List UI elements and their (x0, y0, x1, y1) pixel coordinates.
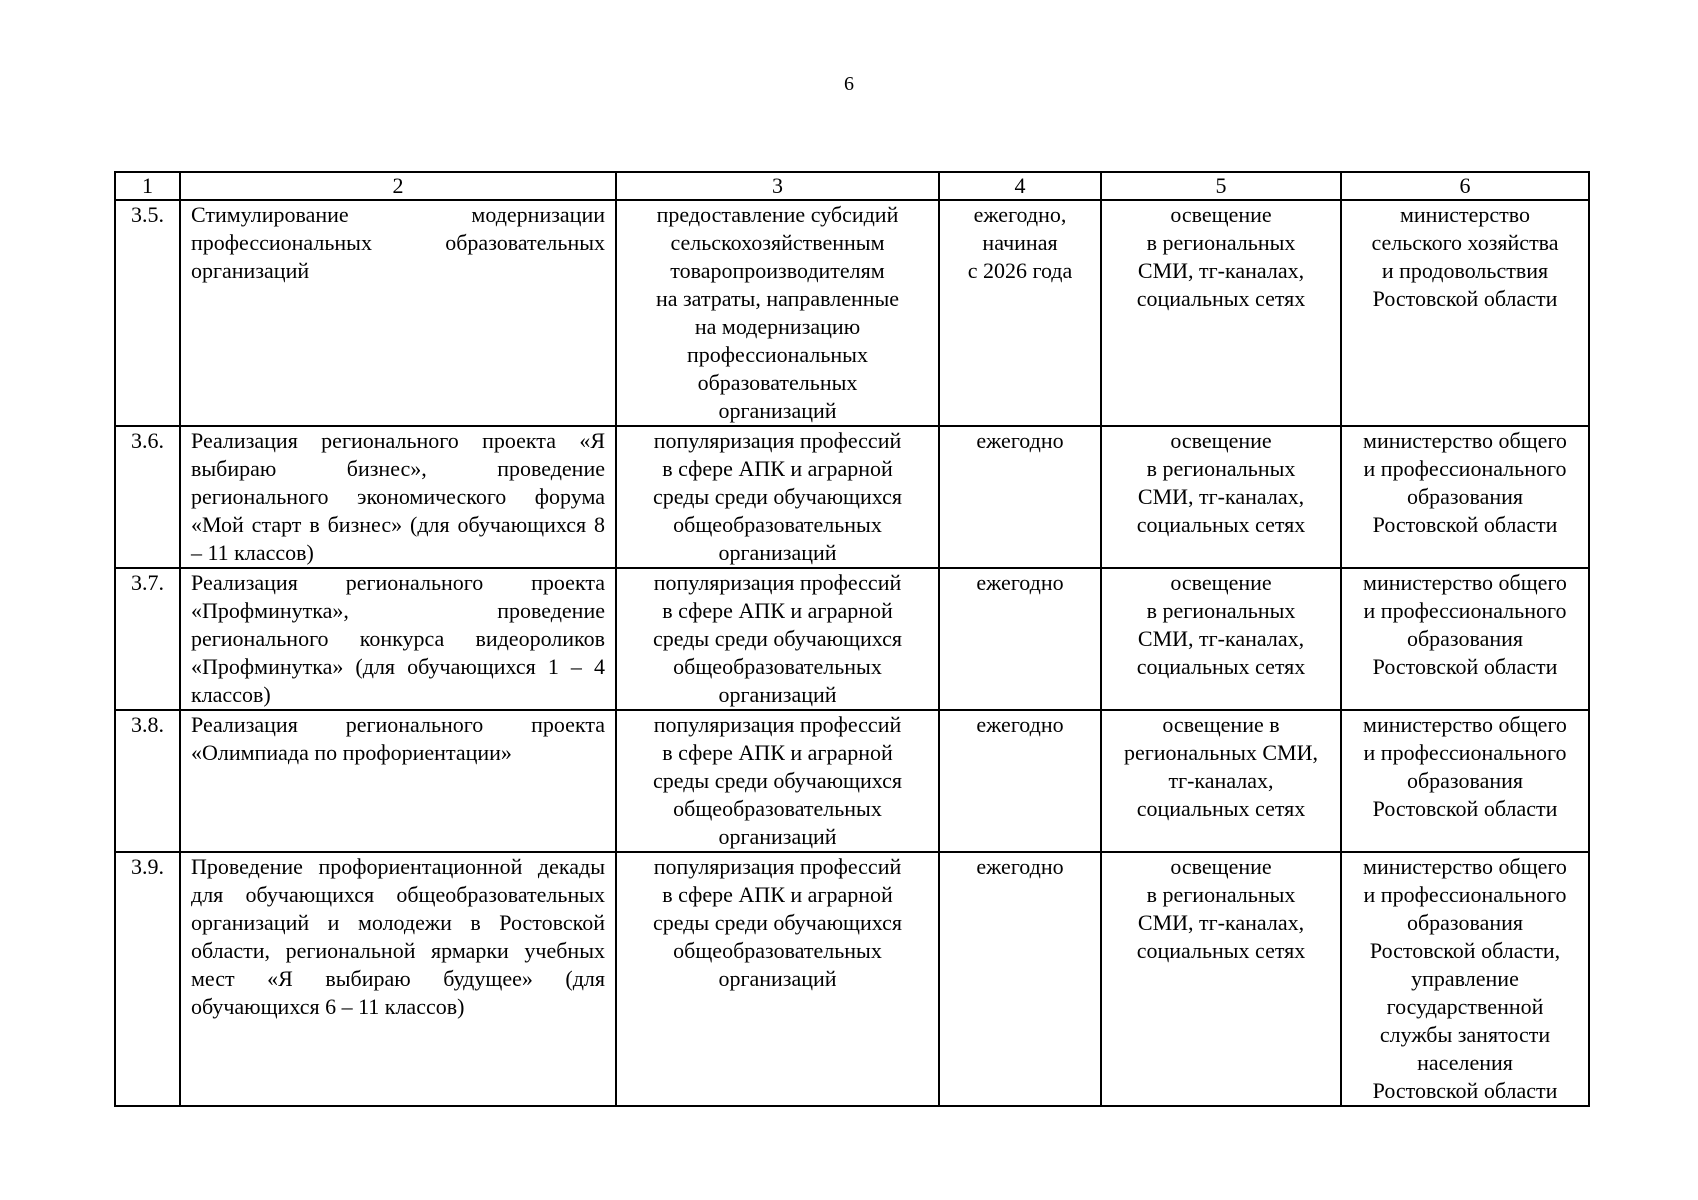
measure-responsible: министерство общего и профессионального образования Ростовской области, управление государственной службы занятости населения Ростовской области (1341, 852, 1589, 1106)
measure-period: ежегодно (939, 426, 1101, 568)
measure-coverage: освещение в региональных СМИ, тг-каналах, социальных сетях (1101, 200, 1341, 426)
measure-coverage: освещение в региональных СМИ, тг-каналах, социальных сетях (1101, 852, 1341, 1106)
measure-coverage: освещение в региональных СМИ, тг-каналах, социальных сетях (1101, 426, 1341, 568)
row-number: 3.6. (115, 426, 180, 568)
measure-result: популяризация профессий в сфере АПК и аграрной среды среди обучающихся общеобразовательных организаций (616, 710, 939, 852)
measure-name: Проведение профориентационной декады для обучающихся общеобразовательных организаций и молодежи в Ростовской области, региональной ярмарки учебных мест «Я выбираю будущее» (для обучающихся 6 – 11 классов) (180, 852, 616, 1106)
table-row (115, 568, 1589, 710)
measure-coverage: освещение в региональных СМИ, тг-каналах, социальных сетях (1101, 710, 1341, 852)
measure-responsible: министерство общего и профессионального образования Ростовской области (1341, 710, 1589, 852)
table-row (115, 852, 1589, 1106)
measure-name: Реализация регионального проекта «Олимпиада по профориентации» (180, 710, 616, 852)
column-header-4: 4 (939, 172, 1101, 200)
column-header-2: 2 (180, 172, 616, 200)
measure-name: Стимулирование модернизации профессиональных образовательных организаций (180, 200, 616, 426)
measures-table (114, 171, 1590, 1107)
measure-period: ежегодно (939, 710, 1101, 852)
table-header-row (115, 172, 1589, 200)
measure-coverage: освещение в региональных СМИ, тг-каналах, социальных сетях (1101, 568, 1341, 710)
measure-period: ежегодно (939, 852, 1101, 1106)
row-number: 3.7. (115, 568, 180, 710)
measure-name: Реализация регионального проекта «Профминутка», проведение регионального конкурса видеороликов «Профминутка» (для обучающихся 1 – 4 классов) (180, 568, 616, 710)
measure-responsible: министерство общего и профессионального образования Ростовской области (1341, 568, 1589, 710)
measure-responsible: министерство общего и профессионального образования Ростовской области (1341, 426, 1589, 568)
table-row (115, 426, 1589, 568)
column-header-6: 6 (1341, 172, 1589, 200)
measure-result: предоставление субсидий сельскохозяйственным товаропроизводителям на затраты, направленные на модернизацию профессиональных образовательных организаций (616, 200, 939, 426)
measure-period: ежегодно (939, 568, 1101, 710)
table-row (115, 710, 1589, 852)
column-header-5: 5 (1101, 172, 1341, 200)
page-number: 6 (844, 73, 854, 95)
measure-period: ежегодно, начиная с 2026 года (939, 200, 1101, 426)
table-row (115, 200, 1589, 426)
column-header-1: 1 (115, 172, 180, 200)
measure-result: популяризация профессий в сфере АПК и аграрной среды среди обучающихся общеобразовательных организаций (616, 426, 939, 568)
row-number: 3.8. (115, 710, 180, 852)
row-number: 3.9. (115, 852, 180, 1106)
measure-name: Реализация регионального проекта «Я выбираю бизнес», проведение регионального экономического форума «Мой старт в бизнес» (для обучающихся 8 – 11 классов) (180, 426, 616, 568)
measure-result: популяризация профессий в сфере АПК и аграрной среды среди обучающихся общеобразовательных организаций (616, 568, 939, 710)
measure-responsible: министерство сельского хозяйства и продовольствия Ростовской области (1341, 200, 1589, 426)
column-header-3: 3 (616, 172, 939, 200)
measure-result: популяризация профессий в сфере АПК и аграрной среды среди обучающихся общеобразовательных организаций (616, 852, 939, 1106)
row-number: 3.5. (115, 200, 180, 426)
